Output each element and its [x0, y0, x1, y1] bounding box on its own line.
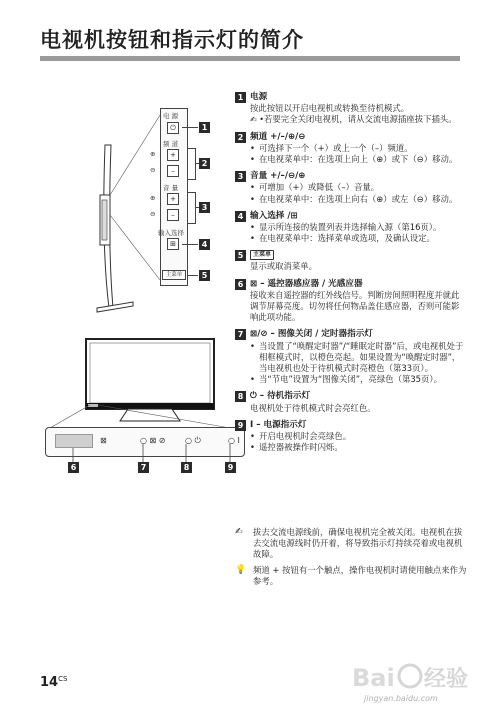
item-number: 4 — [235, 211, 246, 222]
callout-9: 9 — [225, 462, 236, 473]
menu-button[interactable]: 主菜单 — [162, 270, 186, 280]
memo-icon: ✍ — [235, 527, 243, 537]
tip-bulb-icon: 💡 — [235, 564, 247, 575]
callout-6: 6 — [68, 462, 79, 473]
standby-led-icon: ○ ⏻ — [185, 436, 201, 445]
power-led-icon: ○ I — [228, 436, 240, 445]
list-item: • 在电视菜单中：在选项上向上（⊕）或下（⊖）移动。 — [250, 154, 467, 165]
item-heading: ⊠/⊘ – 图像关闭 / 定时器指示灯 — [250, 329, 373, 340]
page-suffix: CS — [58, 675, 68, 683]
footer-note — [235, 527, 467, 561]
descriptions — [235, 92, 467, 459]
item-heading: ⏻ – 待机指示灯 — [250, 391, 311, 402]
callout-line-5 — [187, 275, 198, 276]
callout-1: 1 — [199, 122, 210, 133]
item-number: 8 — [235, 391, 246, 402]
list-item: • 开启电视机时会亮绿色。 — [250, 431, 467, 442]
volume-right-arrow-icon: ⊕ — [150, 194, 156, 202]
memo-icon: ✍ • — [250, 115, 264, 125]
item-number: 3 — [235, 171, 246, 182]
callout-bracket-3 — [188, 192, 196, 224]
channel-up-button[interactable]: + — [167, 149, 179, 161]
item-menu — [235, 250, 467, 272]
item-picture-off-timer — [235, 329, 467, 385]
list-item: • 显示所连接的装置列表并选择输入源（第16页）。 — [250, 222, 467, 233]
list-item: • 在电视菜单中：在选项上向右（⊕）或左（⊖）移动。 — [250, 194, 467, 205]
list-item: • 在电视菜单中：选择菜单或选项，及确认设定。 — [250, 233, 467, 244]
channel-down-button[interactable]: – — [167, 165, 179, 177]
channel-down-arrow-icon: ⊖ — [150, 166, 156, 174]
item-standby-led — [235, 391, 467, 413]
item-number: 5 — [235, 250, 246, 261]
item-input-select — [235, 211, 467, 245]
item-heading: 电源 — [250, 92, 268, 102]
item-heading: 频道 +/–/⊕/⊖ — [250, 131, 306, 142]
item-heading: ⊠ – 遥控器感应器 / 光感应器 — [250, 278, 363, 289]
footer-note — [235, 565, 467, 587]
volume-up-button[interactable]: + — [167, 193, 179, 205]
item-heading: 音量 +/–/⊖/⊕ — [250, 171, 306, 182]
list-item: • 遥控器被操作时闪烁。 — [250, 442, 467, 453]
list-item: • 可选择下一个（+）或上一个（–）频道。 — [250, 143, 467, 154]
svg-text:Bai: Bai — [352, 664, 395, 692]
callout-7: 7 — [138, 462, 149, 473]
title-rule — [40, 56, 460, 61]
volume-label: 音 量 — [163, 184, 179, 192]
page-title: 电视机按钮和指示灯的简介 — [40, 28, 304, 52]
callout-3: 3 — [199, 202, 210, 213]
item-heading: I – 电源指示灯 — [250, 419, 307, 430]
power-button[interactable]: ⏻ — [167, 122, 179, 134]
power-label: 电 源 — [163, 112, 179, 120]
item-number: 1 — [235, 92, 246, 103]
list-item: • 当设置了“唤醒定时器”/“睡眠定时器”后，或电视机处于相框模式时，以橙色亮起。如果设置为“唤醒定时器”，当电视机也处于待机模式时亮橙色（第33页）。 — [250, 341, 467, 375]
input-select-button[interactable]: ⊞ — [167, 238, 179, 250]
watermark-url: jingyan.baidu.com — [364, 694, 438, 703]
channel-up-arrow-icon: ⊕ — [150, 150, 156, 158]
volume-down-button[interactable]: – — [167, 209, 179, 221]
item-heading: 输入选择 /⊞ — [250, 210, 298, 221]
item-number: 6 — [235, 279, 246, 290]
list-item: • 可增加（+）或降低（–）音量。 — [250, 182, 467, 193]
item-number: 2 — [235, 132, 246, 143]
callout-bracket-2 — [188, 148, 196, 180]
item-power — [235, 92, 467, 126]
item-channel — [235, 132, 467, 166]
item-sensor — [235, 279, 467, 324]
menu-badge: 主菜单 — [250, 250, 274, 260]
volume-left-arrow-icon: ⊖ — [150, 210, 156, 218]
item-text: 按此按钮以开启电视机或转换至待机模式。 — [250, 103, 410, 114]
page-number: $14^{CS}$ — [40, 675, 68, 690]
baidu-watermark-logo — [352, 658, 482, 694]
front-zoom-lines — [40, 400, 240, 430]
callout-2: 2 — [199, 158, 210, 169]
input-label: 输入选择 — [158, 229, 184, 237]
footer-note-text: 拔去交流电源线前，确保电视机完全被关闭。电视机在拔去交流电源线时仍开着，将导致指示灯持续亮着或电视机故障。 — [253, 527, 463, 560]
callout-line-4 — [182, 244, 198, 245]
callout-4: 4 — [199, 239, 210, 250]
item-text: 接收来自遥控器的红外线信号。判断房间照明程度并就此调节屏幕亮度。切勿将任何物品盖住感应器，否则可能影响此项功能。 — [250, 289, 460, 323]
callout-8: 8 — [181, 462, 192, 473]
callout-line-1 — [182, 127, 198, 128]
item-text: 显示或取消菜单。 — [250, 261, 317, 272]
list-item: • 当“节电”设置为“图像关闭”，亮绿色（第35页）。 — [250, 374, 467, 385]
footer-notes — [235, 527, 467, 591]
item-note: ✍ • 若要完全关闭电视机，请从交流电源插座拔下插头。 — [250, 114, 457, 125]
channel-label: 频 道 — [163, 140, 179, 148]
item-number: 7 — [235, 329, 246, 340]
picture-off-led-icon: ○ ⊠ ⊘ — [140, 436, 166, 445]
callout-5: 5 — [199, 270, 210, 281]
svg-text:经验: 经验 — [424, 667, 469, 692]
item-number: 9 — [235, 420, 246, 431]
footer-note-text: 频道 + 按钮有一个触点，操作电视机时请使用触点来作为参考。 — [253, 564, 467, 586]
item-volume — [235, 171, 467, 205]
item-text: 电视机处于待机模式时会亮红色。 — [250, 402, 376, 413]
item-power-led — [235, 420, 467, 454]
remote-sensor-icon: ⊠ — [100, 436, 107, 445]
